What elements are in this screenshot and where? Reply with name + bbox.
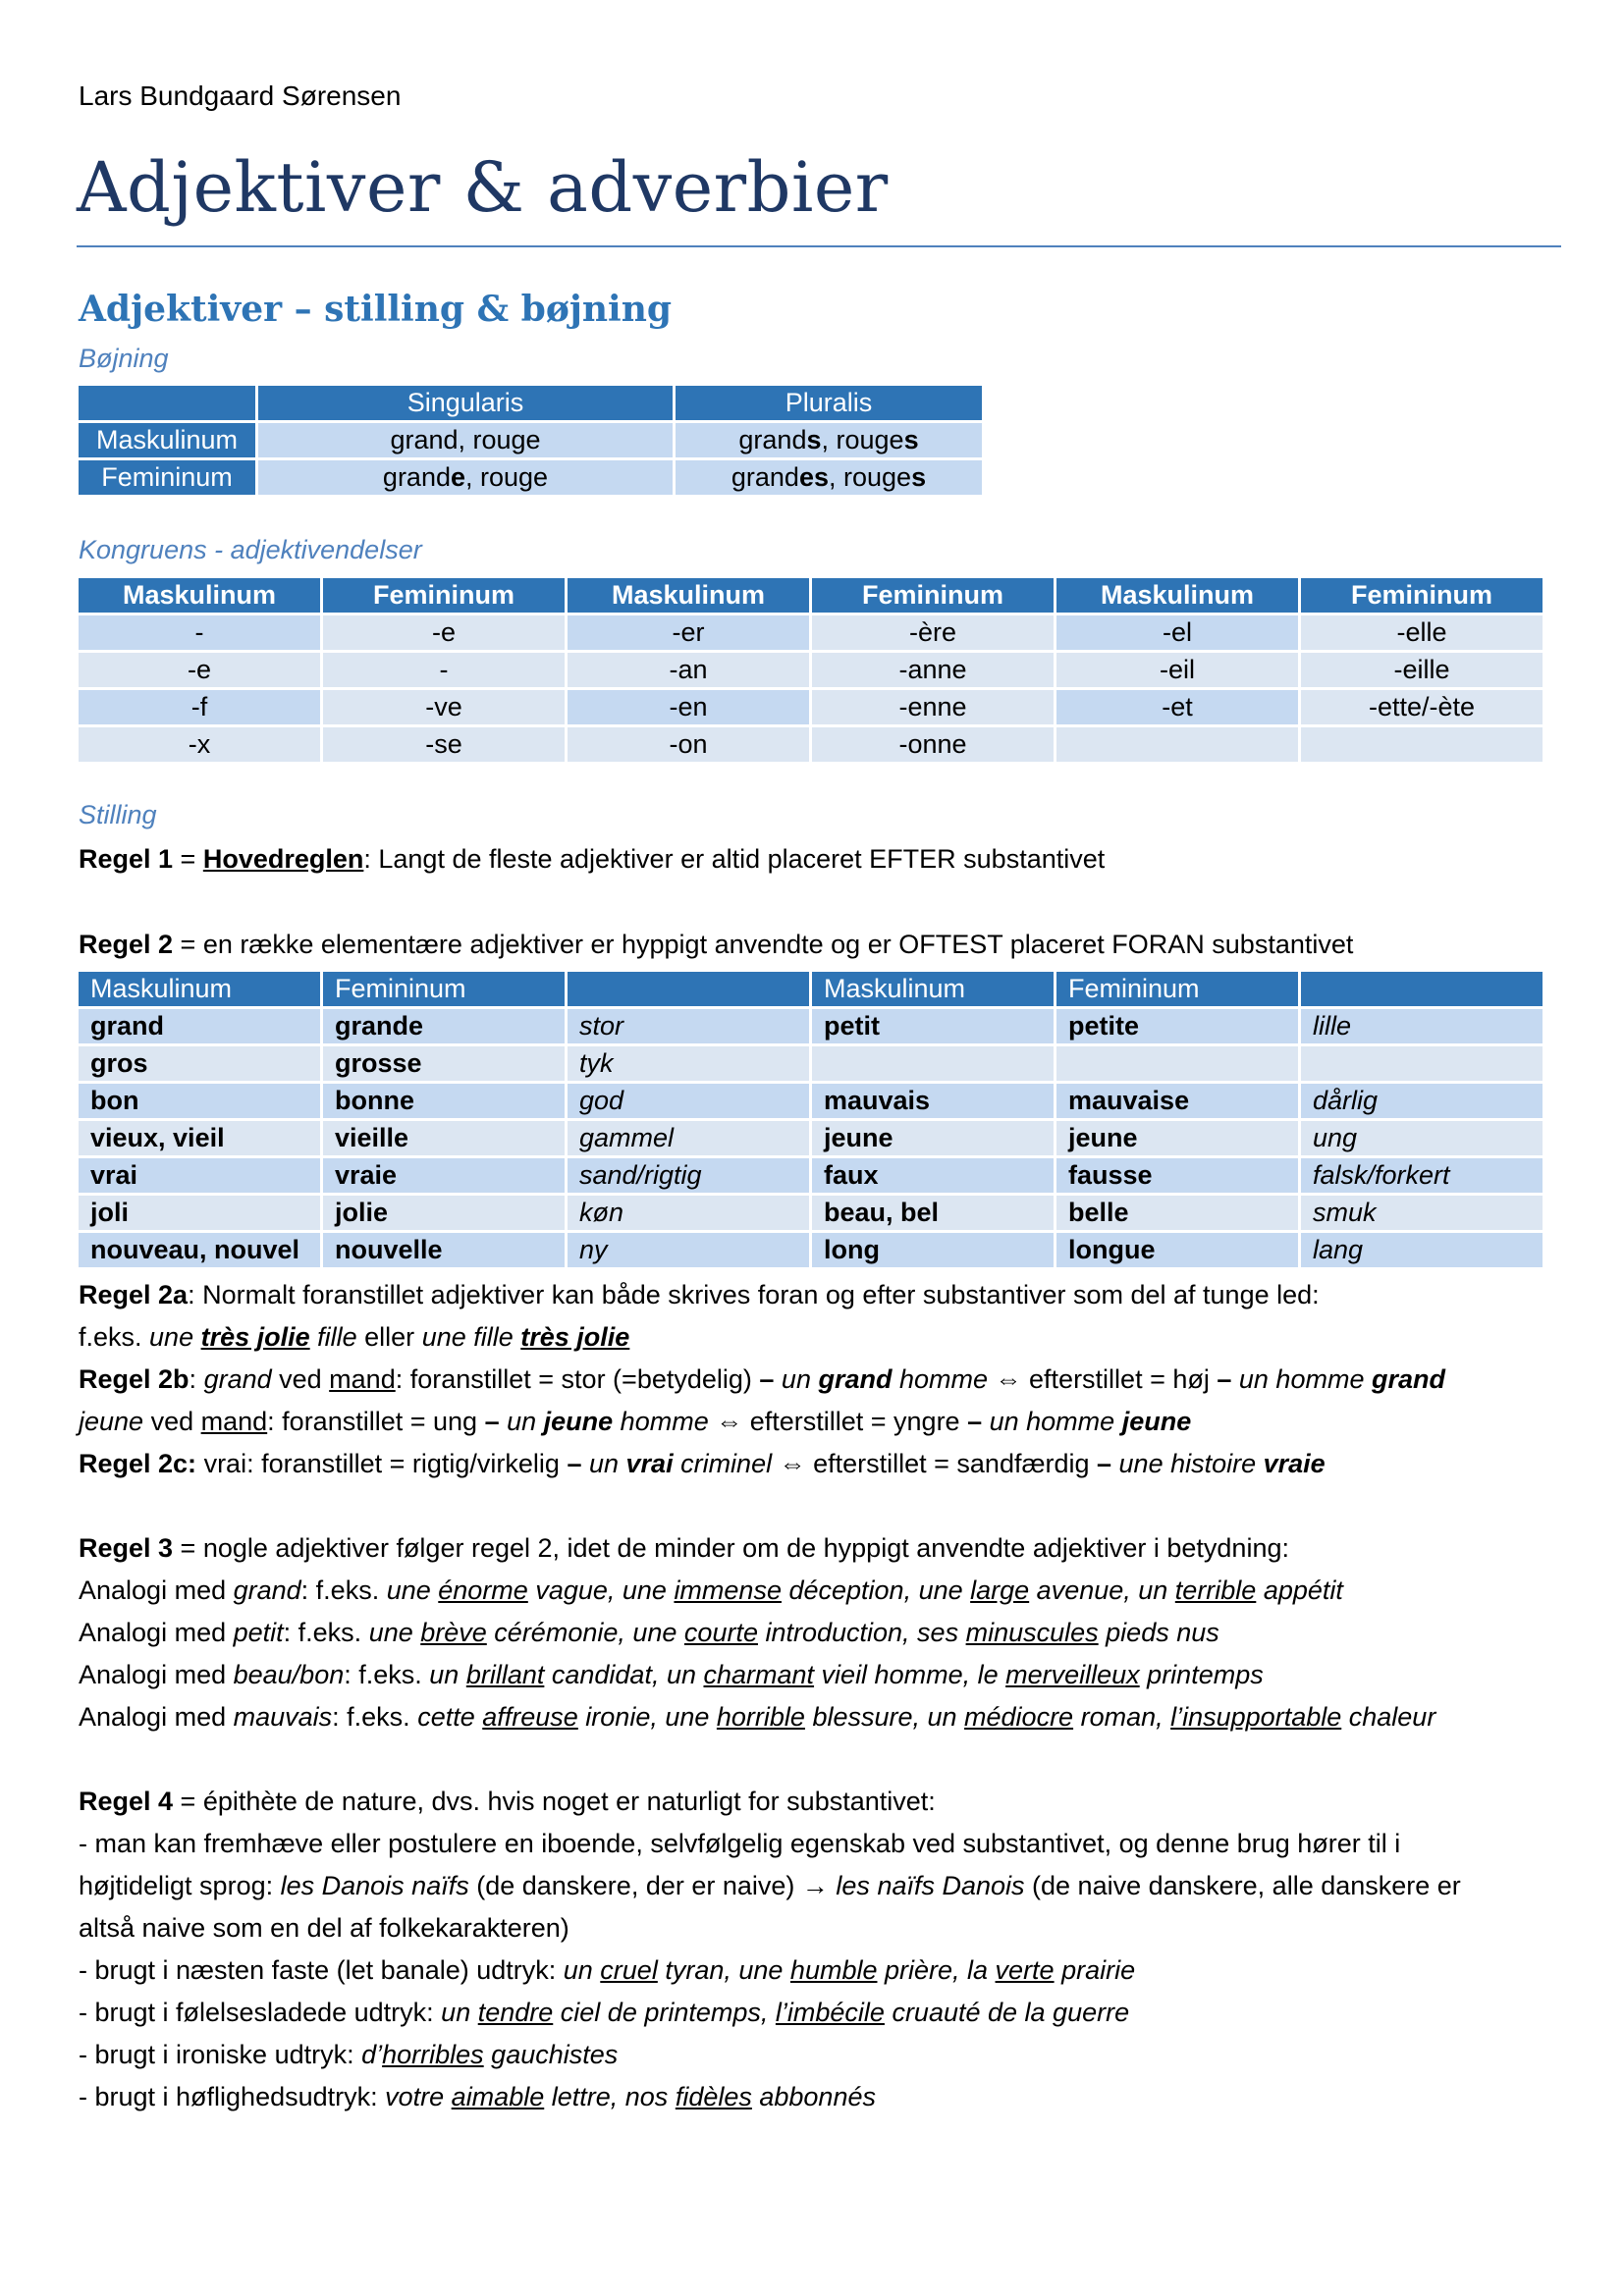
- rule-label: Regel 4: [79, 1787, 174, 1816]
- example-word: horrible: [716, 1702, 805, 1732]
- table-cell: nouvelle: [323, 1233, 565, 1267]
- table-cell: -er: [568, 615, 809, 650]
- section-heading: Adjektiver – stilling & bøjning: [79, 289, 673, 330]
- text-run: blessure, un: [804, 1702, 965, 1732]
- table-row: [79, 1196, 1543, 1230]
- table-cell: grand: [79, 1009, 320, 1043]
- table-header-cell: Maskulinum: [568, 578, 809, 613]
- table-cell: petite: [1056, 1009, 1298, 1043]
- text-run: (de naive danskere, alle danskere er: [1024, 1871, 1461, 1900]
- table-cell: lang: [1301, 1233, 1543, 1267]
- table-row: [79, 1046, 1543, 1081]
- regel4-continuation: [79, 1871, 1461, 1901]
- table-row: [79, 1233, 1543, 1267]
- title-divider: [77, 245, 1561, 247]
- table-cell: -en: [568, 690, 809, 724]
- example-word: merveilleux: [1005, 1660, 1140, 1689]
- table-cell: [258, 460, 673, 495]
- ending: s: [903, 425, 919, 454]
- table-cell: mauvaise: [1056, 1084, 1298, 1118]
- ending: es: [798, 462, 829, 492]
- example-word: jeune: [1121, 1407, 1192, 1436]
- table-cell: [812, 1046, 1054, 1081]
- text-run: f.eks.: [79, 1322, 150, 1352]
- rule-keyword: Hovedreglen: [202, 844, 364, 874]
- table-cell: -enne: [812, 690, 1054, 724]
- analogy-line: [79, 1575, 1343, 1606]
- table-cell: -: [79, 615, 320, 650]
- stem: grand: [382, 462, 451, 492]
- text-run: criminel: [673, 1449, 780, 1478]
- table-header-cell: [1301, 972, 1543, 1006]
- text-run: ironie, une: [577, 1702, 717, 1732]
- regel4-bullet: [79, 1998, 1129, 2028]
- document-title: Adjektiver & adverbier: [77, 147, 889, 228]
- regel4-continuation: altså naive som en del af folkekarakteren): [79, 1913, 569, 1943]
- table-cell: vieux, vieil: [79, 1121, 320, 1155]
- example-word: immense: [674, 1575, 782, 1605]
- text-run: un: [429, 1660, 466, 1689]
- text-run: –: [967, 1407, 990, 1436]
- text-run: grand: [233, 1575, 301, 1605]
- text-run: printemps: [1139, 1660, 1264, 1689]
- text-run: une: [386, 1575, 439, 1605]
- equivalence-arrow: ⇔: [995, 1364, 1022, 1394]
- example-word: jeune: [543, 1407, 614, 1436]
- rule-label: Regel 3: [79, 1533, 174, 1563]
- example-word: affreuse: [482, 1702, 578, 1732]
- table-cell: bon: [79, 1084, 320, 1118]
- table-header-cell: Femininum: [812, 578, 1054, 613]
- table-cell: dårlig: [1301, 1084, 1543, 1118]
- equivalence-arrow: ⇔: [779, 1449, 806, 1478]
- table-cell: -ve: [323, 690, 565, 724]
- table-cell: grosse: [323, 1046, 565, 1081]
- text-run: jeune: [79, 1407, 144, 1436]
- table-cell: falsk/forkert: [1301, 1158, 1543, 1193]
- ending: e: [450, 462, 466, 492]
- text-run: Analogi med: [79, 1575, 234, 1605]
- regel2-table: [76, 969, 1545, 1270]
- text-run: højtideligt sprog:: [79, 1871, 281, 1900]
- text-run: - brugt i ironiske udtryk:: [79, 2040, 362, 2069]
- table-cell: -x: [79, 727, 320, 762]
- table-header-cell: Maskulinum: [79, 972, 320, 1006]
- text-run: Analogi med: [79, 1618, 234, 1647]
- text-run: roman,: [1073, 1702, 1171, 1732]
- text-run: les naïfs Danois: [836, 1871, 1025, 1900]
- table-cell: nouveau, nouvel: [79, 1233, 320, 1267]
- table-header-cell: Maskulinum: [812, 972, 1054, 1006]
- table-header-row: [79, 972, 1543, 1006]
- text-run: beau/bon: [233, 1660, 345, 1689]
- example-word: aimable: [451, 2082, 545, 2111]
- arrow-right-icon: →: [801, 1871, 829, 1900]
- example-word: très jolie: [520, 1322, 630, 1352]
- table-cell: ung: [1301, 1121, 1543, 1155]
- text-run: un homme: [1238, 1364, 1372, 1394]
- text-run: - brugt i næsten faste (let banale) udtryk:: [79, 1955, 564, 1985]
- table-cell: -eil: [1056, 653, 1298, 687]
- text-run: un homme: [989, 1407, 1122, 1436]
- table-cell: -e: [79, 653, 320, 687]
- text-run: mand: [329, 1364, 396, 1394]
- text-run: candidat, un: [544, 1660, 704, 1689]
- example-word: grand: [1371, 1364, 1445, 1394]
- table-header-cell: [568, 972, 809, 1006]
- table-header-cell: Femininum: [1301, 578, 1543, 613]
- table-row: [79, 727, 1543, 762]
- table-header-row: [79, 386, 982, 420]
- table-cell: faux: [812, 1158, 1054, 1193]
- analogy-line: [79, 1660, 1264, 1690]
- row-label: Maskulinum: [79, 423, 255, 457]
- table-cell: petit: [812, 1009, 1054, 1043]
- example-word: horribles: [382, 2040, 484, 2069]
- table-row: [79, 460, 982, 495]
- text-run: - brugt i følelsesladede udtryk:: [79, 1998, 442, 2027]
- equivalence-arrow: ⇔: [716, 1407, 743, 1436]
- text-run: : f.eks.: [300, 1575, 387, 1605]
- table-cell: ny: [568, 1233, 809, 1267]
- regel2-line: [79, 930, 1353, 960]
- example-word: minuscules: [965, 1618, 1099, 1647]
- text-run: un: [441, 1998, 478, 2027]
- text-run: cette: [417, 1702, 483, 1732]
- text-run: fille: [309, 1322, 357, 1352]
- table-header-cell: Femininum: [323, 972, 565, 1006]
- stem: , rouge: [465, 462, 549, 492]
- ending: s: [911, 462, 927, 492]
- text-run: avenue, un: [1029, 1575, 1175, 1605]
- table-cell: stor: [568, 1009, 809, 1043]
- example-word: verte: [995, 1955, 1055, 1985]
- table-cell: -eille: [1301, 653, 1543, 687]
- text-run: cruauté de la guerre: [884, 1998, 1130, 2027]
- stem: , rouge: [829, 462, 912, 492]
- table-cell: gammel: [568, 1121, 809, 1155]
- table-cell: vrai: [79, 1158, 320, 1193]
- text-run: ciel de printemps,: [553, 1998, 776, 2027]
- text-run: mauvais: [233, 1702, 333, 1732]
- table-cell: jeune: [812, 1121, 1054, 1155]
- table-cell: jeune: [1056, 1121, 1298, 1155]
- table-cell: long: [812, 1233, 1054, 1267]
- example-word: très jolie: [200, 1322, 310, 1352]
- example-word: tendre: [477, 1998, 554, 2027]
- example-word: fidèles: [675, 2082, 752, 2111]
- text-run: un: [563, 1955, 601, 1985]
- text-run: : foranstillet = stor (=betydelig): [395, 1364, 760, 1394]
- text-run: d’: [361, 2040, 383, 2069]
- table-cell: sand/rigtig: [568, 1158, 809, 1193]
- subheading-stilling: Stilling: [79, 800, 157, 829]
- text-run: :: [189, 1364, 204, 1394]
- table-header-cell: Maskulinum: [1056, 578, 1298, 613]
- rule-label: Regel 1: [79, 844, 174, 874]
- author-name: Lars Bundgaard Sørensen: [79, 80, 402, 111]
- table-cell: [1056, 727, 1298, 762]
- text-run: : f.eks.: [344, 1660, 430, 1689]
- table-cell: grand, rouge: [258, 423, 673, 457]
- text-run: introduction, ses: [757, 1618, 966, 1647]
- stem: , rouge: [821, 425, 904, 454]
- regel4-bullet: [79, 1955, 1135, 1986]
- table-cell: belle: [1056, 1196, 1298, 1230]
- table-header-cell: Pluralis: [676, 386, 982, 420]
- text-run: un: [588, 1449, 626, 1478]
- table-cell: god: [568, 1084, 809, 1118]
- text-run: : foranstillet = ung: [267, 1407, 485, 1436]
- text-run: Analogi med: [79, 1702, 234, 1732]
- table-cell: joli: [79, 1196, 320, 1230]
- example-word: brillant: [465, 1660, 545, 1689]
- text-run: déception, une: [781, 1575, 971, 1605]
- text-run: –: [1217, 1364, 1239, 1394]
- text-run: –: [759, 1364, 782, 1394]
- example-word: terrible: [1174, 1575, 1257, 1605]
- text-run: votre: [385, 2082, 452, 2111]
- example-word: l’insupportable: [1170, 1702, 1342, 1732]
- text-run: efterstillet = sandfærdig: [805, 1449, 1097, 1478]
- example-word: charmant: [703, 1660, 815, 1689]
- table-row: [79, 1084, 1543, 1118]
- text-run: lettre, nos: [544, 2082, 676, 2111]
- text-run: prairie: [1054, 1955, 1136, 1985]
- table-cell: smuk: [1301, 1196, 1543, 1230]
- example-word: large: [970, 1575, 1030, 1605]
- table-cell: -f: [79, 690, 320, 724]
- regel2a-example: [79, 1322, 629, 1353]
- text-run: une: [368, 1618, 421, 1647]
- table-header-cell: Femininum: [323, 578, 565, 613]
- table-cell: [1301, 1046, 1543, 1081]
- example-word: grand: [818, 1364, 893, 1394]
- text-run: ved: [143, 1407, 201, 1436]
- table-row: [79, 615, 1543, 650]
- text-run: vrai: foranstillet = rigtig/virkelig: [196, 1449, 568, 1478]
- regel2a-line: [79, 1280, 1320, 1310]
- table-cell: -ère: [812, 615, 1054, 650]
- table-row: [79, 1009, 1543, 1043]
- table-header-cell: [79, 386, 255, 420]
- regel2b-line: [79, 1364, 1445, 1395]
- text-run: vague, une: [527, 1575, 675, 1605]
- text-run: ved: [271, 1364, 330, 1394]
- subheading-kongruens: Kongruens - adjektivendelser: [79, 535, 422, 564]
- table-row: [79, 1121, 1543, 1155]
- table-header-cell: Maskulinum: [79, 578, 320, 613]
- regel2b-line-2: [79, 1407, 1191, 1437]
- text-run: un: [781, 1364, 819, 1394]
- text-run: mand: [200, 1407, 268, 1436]
- regel4-bullet: - man kan fremhæve eller postulere en iboende, selvfølgelig egenskab ved substantivet, og denne brug hører til i: [79, 1829, 1401, 1858]
- text-run: = épithète de nature, dvs. hvis noget er naturligt for substantivet:: [173, 1787, 936, 1816]
- table-cell: beau, bel: [812, 1196, 1054, 1230]
- table-cell: [1056, 1046, 1298, 1081]
- rule-label: Regel 2a: [79, 1280, 189, 1309]
- text-run: homme: [613, 1407, 717, 1436]
- text-run: efterstillet = yngre: [742, 1407, 968, 1436]
- table-cell: -: [323, 653, 565, 687]
- text-run: grand: [203, 1364, 272, 1394]
- text-run: les Danois naïfs: [280, 1871, 469, 1900]
- table-header-row: [79, 578, 1543, 613]
- example-word: courte: [683, 1618, 758, 1647]
- text-run: =: [173, 844, 203, 874]
- table-cell: fausse: [1056, 1158, 1298, 1193]
- regel2c-line: [79, 1449, 1326, 1479]
- table-cell: -el: [1056, 615, 1298, 650]
- example-word: brève: [420, 1618, 487, 1647]
- text-run: eller: [356, 1322, 422, 1352]
- table-cell: køn: [568, 1196, 809, 1230]
- text-run: : Normalt foranstillet adjektiver kan både skrives foran og efter substantiver som del af tunge led:: [188, 1280, 1320, 1309]
- kongruens-table: [76, 575, 1545, 765]
- table-cell: -anne: [812, 653, 1054, 687]
- table-cell: [1301, 727, 1543, 762]
- table-cell: bonne: [323, 1084, 565, 1118]
- stem: grand: [731, 462, 799, 492]
- text-run: : Langt de fleste adjektiver er altid placeret EFTER substantivet: [363, 844, 1106, 874]
- text-run: –: [567, 1449, 589, 1478]
- table-cell: [676, 423, 982, 457]
- text-run: un: [507, 1407, 544, 1436]
- text-run: prière, la: [877, 1955, 996, 1985]
- text-run: tyran, une: [657, 1955, 790, 1985]
- example-word: l’imbécile: [775, 1998, 885, 2027]
- table-row: [79, 423, 982, 457]
- table-cell: vieille: [323, 1121, 565, 1155]
- table-cell: longue: [1056, 1233, 1298, 1267]
- regel1-line: [79, 844, 1105, 875]
- regel3-line: [79, 1533, 1289, 1564]
- regel4-bullet: [79, 2082, 876, 2112]
- table-row: [79, 690, 1543, 724]
- text-run: efterstillet = høj: [1021, 1364, 1218, 1394]
- text-run: : f.eks.: [332, 1702, 418, 1732]
- table-cell: -onne: [812, 727, 1054, 762]
- text-run: vieil homme, le: [814, 1660, 1006, 1689]
- example-word: humble: [789, 1955, 878, 1985]
- table-cell: gros: [79, 1046, 320, 1081]
- regel4-bullet: [79, 2040, 618, 2070]
- table-cell: vraie: [323, 1158, 565, 1193]
- example-word: médiocre: [964, 1702, 1074, 1732]
- example-word: énorme: [438, 1575, 528, 1605]
- text-run: - brugt i høflighedsudtryk:: [79, 2082, 386, 2111]
- regel4-line: [79, 1787, 936, 1817]
- table-cell: -se: [323, 727, 565, 762]
- example-word: vrai: [625, 1449, 674, 1478]
- table-cell: -ette/-ète: [1301, 690, 1543, 724]
- table-row: [79, 653, 1543, 687]
- bojning-table: [76, 383, 985, 498]
- table-header-cell: Singularis: [258, 386, 673, 420]
- table-cell: jolie: [323, 1196, 565, 1230]
- rule-label: Regel 2: [79, 930, 174, 959]
- table-cell: -e: [323, 615, 565, 650]
- ending: s: [806, 425, 822, 454]
- table-cell: -on: [568, 727, 809, 762]
- text-run: gauchistes: [483, 2040, 619, 2069]
- rule-label: Regel 2c:: [79, 1449, 197, 1478]
- example-word: cruel: [600, 1955, 658, 1985]
- table-cell: -an: [568, 653, 809, 687]
- text-run: une fille: [421, 1322, 521, 1352]
- text-run: = en række elementære adjektiver er hyppigt anvendte og er OFTEST placeret FORAN substantivet: [173, 930, 1354, 959]
- stem: grand: [738, 425, 807, 454]
- table-cell: grande: [323, 1009, 565, 1043]
- example-word: vraie: [1263, 1449, 1326, 1478]
- text-run: une histoire: [1118, 1449, 1264, 1478]
- text-run: pieds nus: [1098, 1618, 1219, 1647]
- table-cell: lille: [1301, 1009, 1543, 1043]
- rule-label: Regel 2b: [79, 1364, 189, 1394]
- analogy-line: [79, 1702, 1435, 1733]
- text-run: (de danskere, der er naive): [468, 1871, 802, 1900]
- table-cell: mauvais: [812, 1084, 1054, 1118]
- row-label: Femininum: [79, 460, 255, 495]
- text-run: abbonnés: [751, 2082, 876, 2111]
- table-cell: -elle: [1301, 615, 1543, 650]
- text-run: homme: [892, 1364, 996, 1394]
- table-cell: -et: [1056, 690, 1298, 724]
- table-cell: tyk: [568, 1046, 809, 1081]
- table-header-cell: Femininum: [1056, 972, 1298, 1006]
- text-run: –: [484, 1407, 508, 1436]
- text-run: cérémonie, une: [486, 1618, 684, 1647]
- table-cell: [676, 460, 982, 495]
- text-run: : f.eks.: [283, 1618, 369, 1647]
- text-run: petit: [233, 1618, 284, 1647]
- text-run: –: [1097, 1449, 1119, 1478]
- subheading-bojning: Bøjning: [79, 344, 169, 373]
- text-run: Analogi med: [79, 1660, 234, 1689]
- text-run: = nogle adjektiver følger regel 2, idet de minder om de hyppigt anvendte adjektiver i betydning:: [173, 1533, 1289, 1563]
- table-row: [79, 1158, 1543, 1193]
- text-run: chaleur: [1341, 1702, 1436, 1732]
- text-run: appétit: [1256, 1575, 1343, 1605]
- analogy-line: [79, 1618, 1219, 1648]
- text-run: une: [149, 1322, 201, 1352]
